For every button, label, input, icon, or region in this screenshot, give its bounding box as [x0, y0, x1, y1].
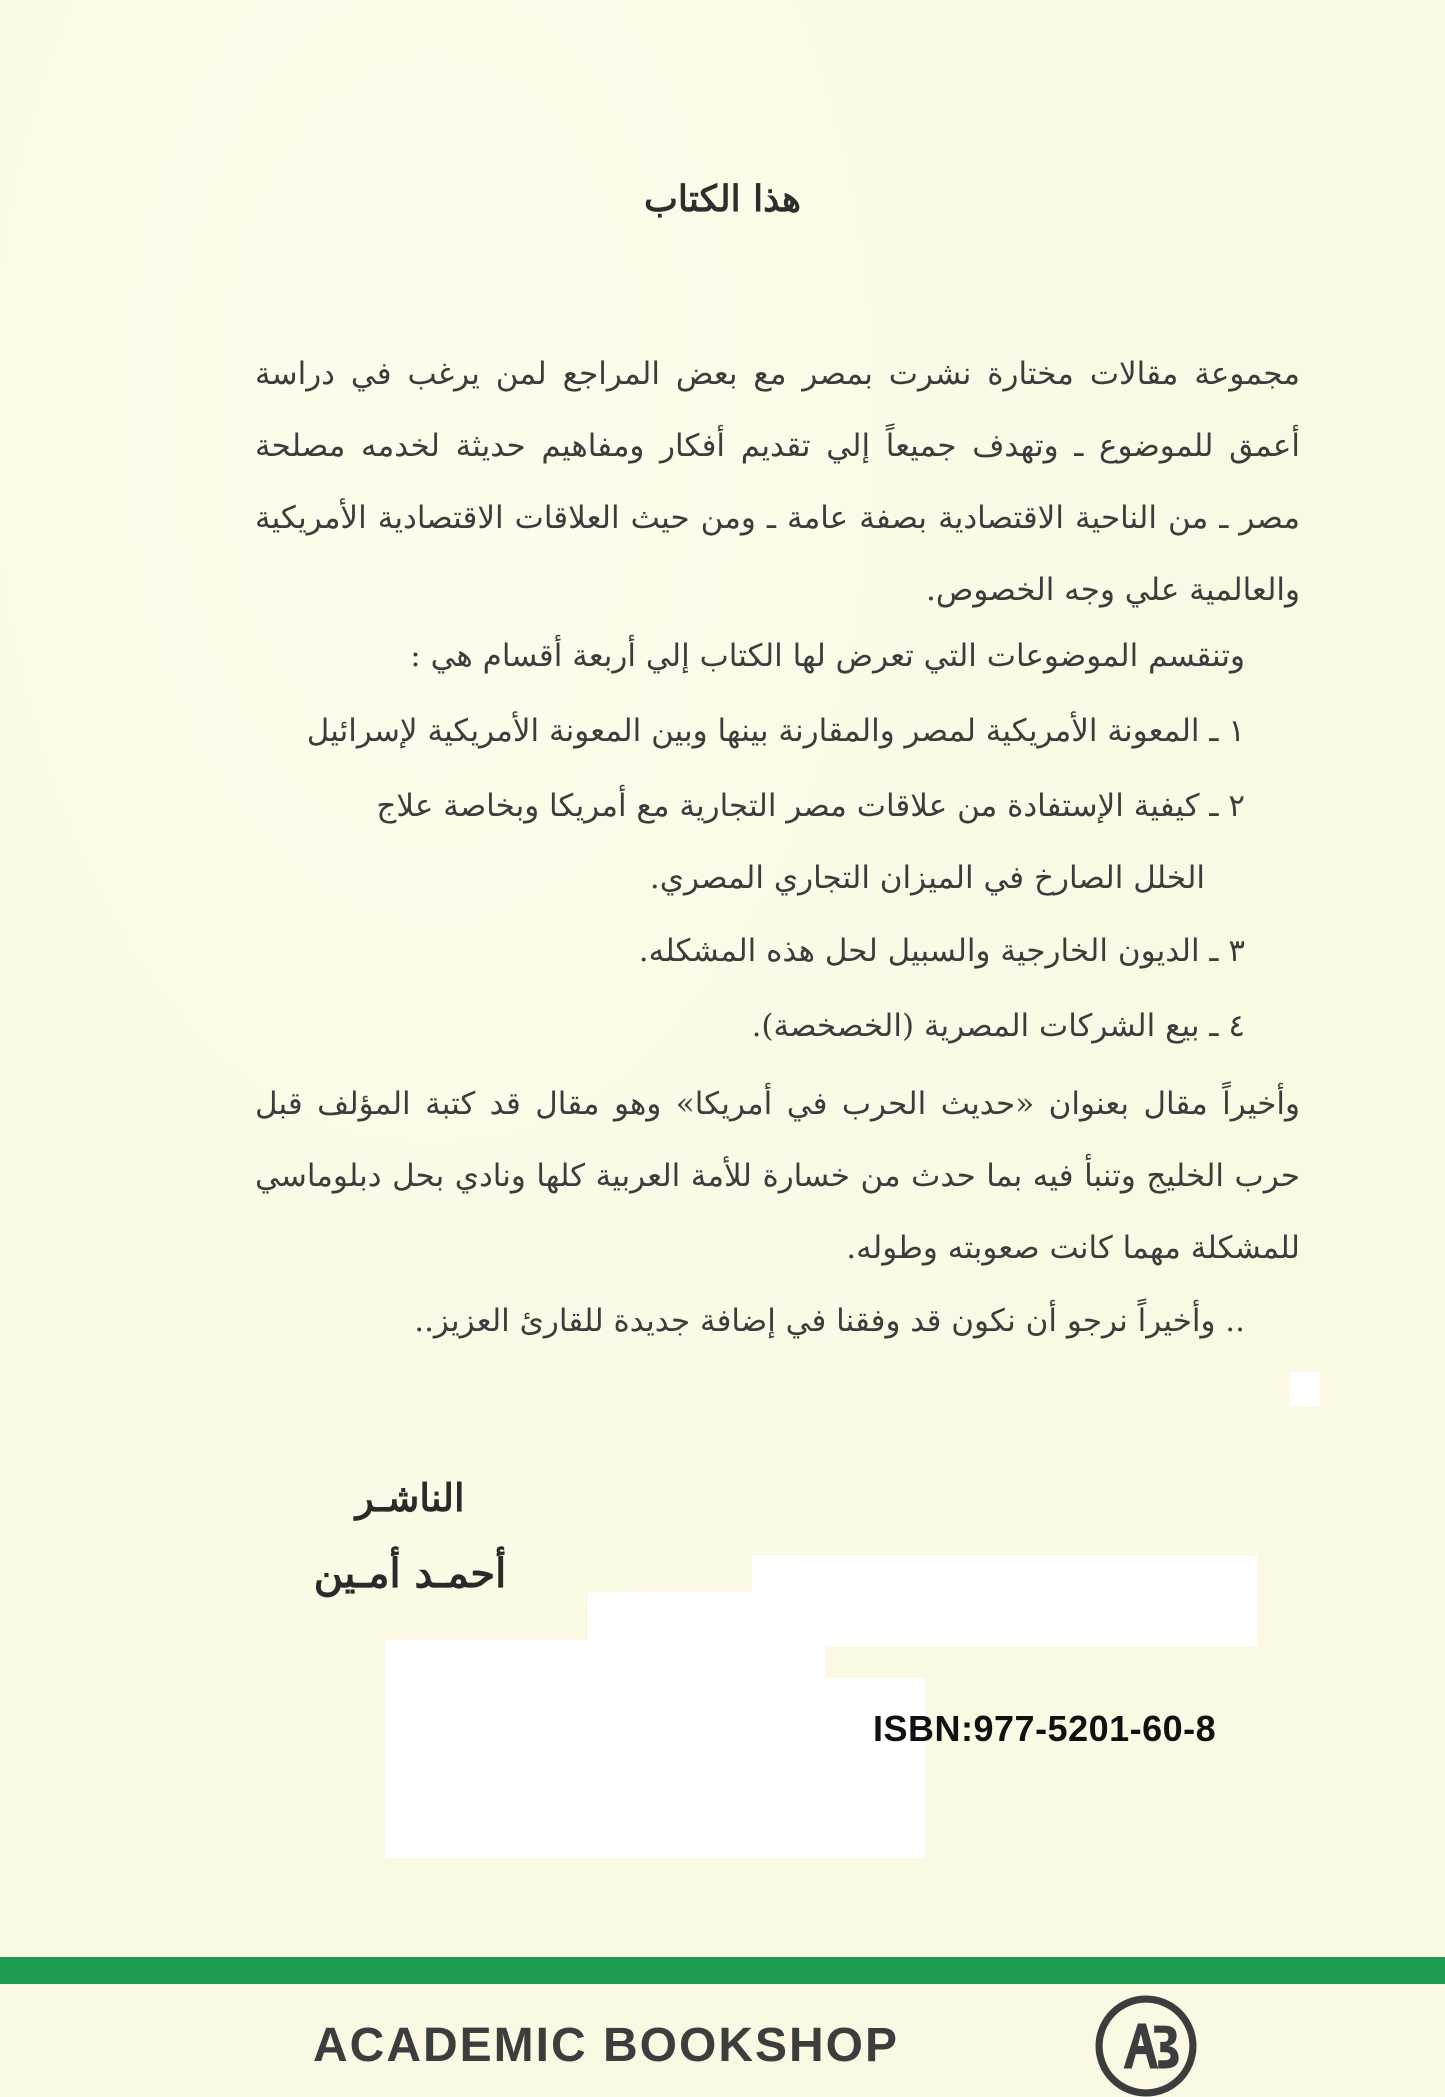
white-patch — [752, 1556, 1257, 1646]
isbn-number: ISBN:977-5201-60-8 — [873, 1708, 1217, 1749]
publisher-name: أحمـد أمـين — [313, 1550, 507, 1597]
white-patch — [385, 1640, 825, 1680]
divisions-intro: وتنقسم الموضوعات التي تعرض لها الكتاب إلي أربعة أقسام هي : — [410, 638, 1245, 674]
intro-paragraph: مجموعة مقالات مختارة نشرت بمصر مع بعض المراجع لمن يرغب في دراسة أعمق للموضوع ـ وتهدف جميعاً إلي تقديم أفكار ومفاهيم حديثة لخدمه مصلحة مصر ـ من الناحية الاقتصادية بصفة عامة ـ ومن حيث العلاقات الاقتصادية الأمريكية والعالمية علي وجه الخصوص. — [255, 356, 1300, 608]
list-item: ٢ ـ كيفية الإستفادة من علاقات مصر التجارية مع أمريكا وبخاصة علاج — [376, 788, 1245, 824]
closing-paragraph: .. وأخيراً نرجو أن نكون قد وفقنا في إضافة جديدة للقارئ العزيز.. — [414, 1303, 1245, 1339]
page-title: هذا الكتاب — [644, 178, 801, 220]
lastly-paragraph: وأخيراً مقال بعنوان «حديث الحرب في أمريكا» وهو مقال قد كتبة المؤلف قبل حرب الخليج وتنبأ فيه بما حدث من خسارة للأمة العربية كلها ونادي بحل دبلوماسي للمشكلة مهما كانت صعوبته وطوله. — [255, 1086, 1300, 1266]
white-patch — [1290, 1372, 1320, 1406]
list-item: ٤ ـ بيع الشركات المصرية (الخصخصة). — [751, 1008, 1245, 1044]
bookshop-name: ACADEMIC BOOKSHOP — [313, 2019, 900, 2072]
list-item: ٣ ـ الديون الخارجية والسبيل لحل هذه المشكله. — [638, 933, 1245, 969]
list-item-continuation: الخلل الصارخ في الميزان التجاري المصري. — [649, 860, 1205, 896]
list-item: ١ ـ المعونة الأمريكية لمصر والمقارنة بينها وبين المعونة الأمريكية لإسرائيل — [306, 713, 1245, 749]
publisher-label: الناشـر — [355, 1475, 465, 1520]
ab-logo-icon — [1095, 1995, 1197, 2097]
green-divider-bar — [0, 1957, 1445, 1984]
white-patch — [385, 1678, 925, 1858]
